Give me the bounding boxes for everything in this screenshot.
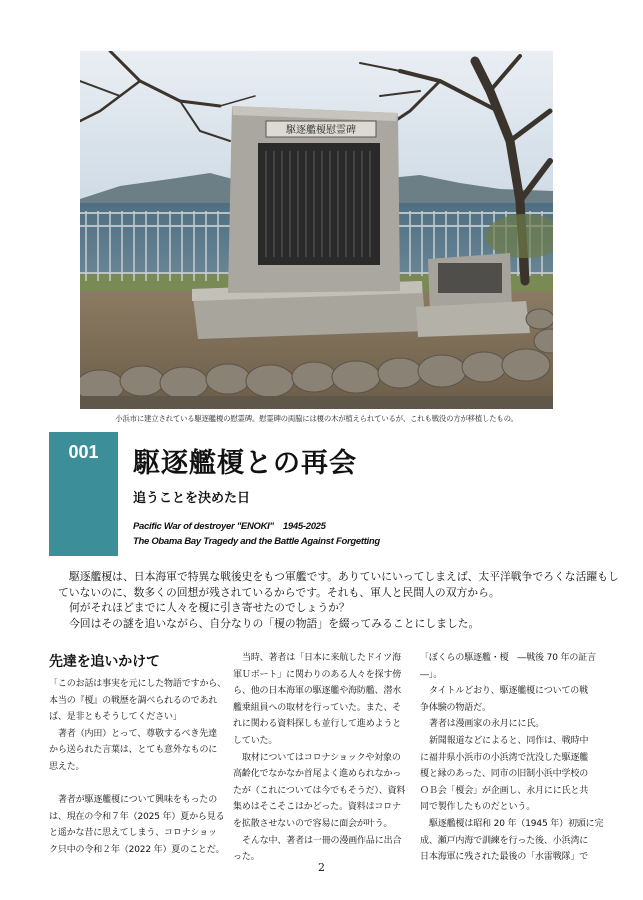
intro-line: 何がそれほどまでに人々を榎に引き寄せたのでしょうか？ xyxy=(69,601,350,615)
intro-line: 駆逐艦榎は、日本海軍で特異な戦後史をもつ軍艦です。ありていにいってしまえば、太平洋戦争でろくな活躍もし xyxy=(69,570,619,583)
intro-line: 今回はその謎を追いながら、自分なりの「榎の物語」を綴ってみることにしました。 xyxy=(69,616,480,630)
article-subtitle: 追うことを決めた日 xyxy=(133,491,251,506)
blank-line xyxy=(49,776,207,793)
body-line: タイトルどおり、駆逐艦榎についての戦 xyxy=(429,686,588,697)
body-line: たが（これについては今でもそうだ）、資料 xyxy=(233,785,406,796)
body-line: 「ぼくらの駆逐艦・榎 ―戦後 70 年の証言 xyxy=(420,653,596,663)
body-line: ば、是非ともそうしてください」 xyxy=(49,712,182,723)
body-line: 思えた。 xyxy=(49,761,85,772)
body-line: ―」。 xyxy=(420,669,443,680)
section-number-box xyxy=(49,432,118,556)
body-line: していた。 xyxy=(233,735,278,746)
monument-photo-illustration xyxy=(80,51,553,409)
intro-paragraph xyxy=(58,569,619,631)
body-line: から送られた言葉は、とても意外なものに xyxy=(49,745,218,756)
body-line: 著者が駆逐艦榎について興味をもったの xyxy=(58,795,218,806)
body-line: れに関わる資料探しも並行して進めようと xyxy=(233,719,402,730)
body-line: 新聞報道などによると、同作は、戦時中 xyxy=(429,735,589,746)
page-number: 2 xyxy=(318,861,325,874)
body-line: 同で製作したものだという。 xyxy=(420,802,536,813)
english-subtitle-2: The Obama Bay Tragedy and the Battle Against Forgetting xyxy=(133,536,380,547)
english-subtitle-1: Pacific War of destroyer "ENOKI" 1945-2025 xyxy=(133,521,326,532)
section-number: 001 xyxy=(68,442,99,462)
body-line: 「このお話は事実を元にした物語ですから、 xyxy=(49,679,227,689)
body-line: 成、瀬戸内海で訓練を行った後、小浜湾に xyxy=(420,835,589,846)
body-line: 日本海軍に残された最後の「水雷戦隊」で xyxy=(420,852,589,863)
body-line: ク只中の令和２年（2022 年）夏のことだ。 xyxy=(49,844,225,855)
body-column-3 xyxy=(420,650,604,866)
body-line: 集めはそこそこはかどった。資料はコロナ xyxy=(233,802,401,813)
body-line: に福井県小浜市の小浜湾で沈没した駆逐艦 xyxy=(420,752,589,763)
body-line: 駆逐艦榎は昭和 20 年（1945 年）初頭に完 xyxy=(429,818,604,829)
article-title: 駆逐艦榎との再会 xyxy=(133,448,357,479)
monument-photo xyxy=(80,51,553,409)
body-line: 本当の『榎』の戦歴を調べられるのであれ xyxy=(49,695,218,706)
body-column-2 xyxy=(233,650,406,866)
photo-caption: 小浜市に建立されている駆逐艦榎の慰霊碑。慰霊碑の両脇には榎の木が植えられているが、これも戦没の方が移植したもの。 xyxy=(115,414,518,423)
body-line: 取材についてはコロナショックや対象の xyxy=(242,752,401,763)
body-line: 著者は漫画家の永月にに氏。 xyxy=(429,719,545,730)
body-line: を拡散させないので容易に面会が叶う。 xyxy=(233,818,393,829)
body-line: 争体験の物語だ。 xyxy=(420,702,491,713)
body-column-1 xyxy=(49,650,227,859)
body-line: 当時、著者は「日本に来航したドイツ海 xyxy=(242,653,401,663)
body-line: と遥かな昔に思えてしまう、コロナショッ xyxy=(49,828,217,839)
body-line: は、現在の令和７年（2025 年）夏から見る xyxy=(49,811,225,822)
body-line: ＯＢ会「榎会」が企画し、永月にに氏と共 xyxy=(420,785,589,796)
body-line: 艦乗組員への取材を行っていた。また、そ xyxy=(233,702,402,713)
body-line: 著者（内田）とって、尊敬するべき先達 xyxy=(58,728,217,739)
body-line: 榎と縁のあった、同市の旧制小浜中学校の xyxy=(420,769,589,780)
body-line: ら、他の日本海軍の駆逐艦や海防艦、潜水 xyxy=(233,686,402,697)
intro-line: ていないのに、数多くの回想が残されているからです。それも、軍人と民間人の双方から。 xyxy=(58,585,500,599)
body-line: った。 xyxy=(233,852,260,863)
body-line: 軍Ｕボート」に関わりのある人々を探す傍 xyxy=(233,669,402,680)
plaque-text: 駆逐艦榎慰霊碑 xyxy=(286,125,356,136)
body-line: そんな中、著者は一冊の漫画作品に出合 xyxy=(242,835,402,846)
section-heading: 先達を追いかけて xyxy=(49,654,160,670)
body-line: 高齢化でなかなか首尾よく進められなかっ xyxy=(233,769,402,780)
